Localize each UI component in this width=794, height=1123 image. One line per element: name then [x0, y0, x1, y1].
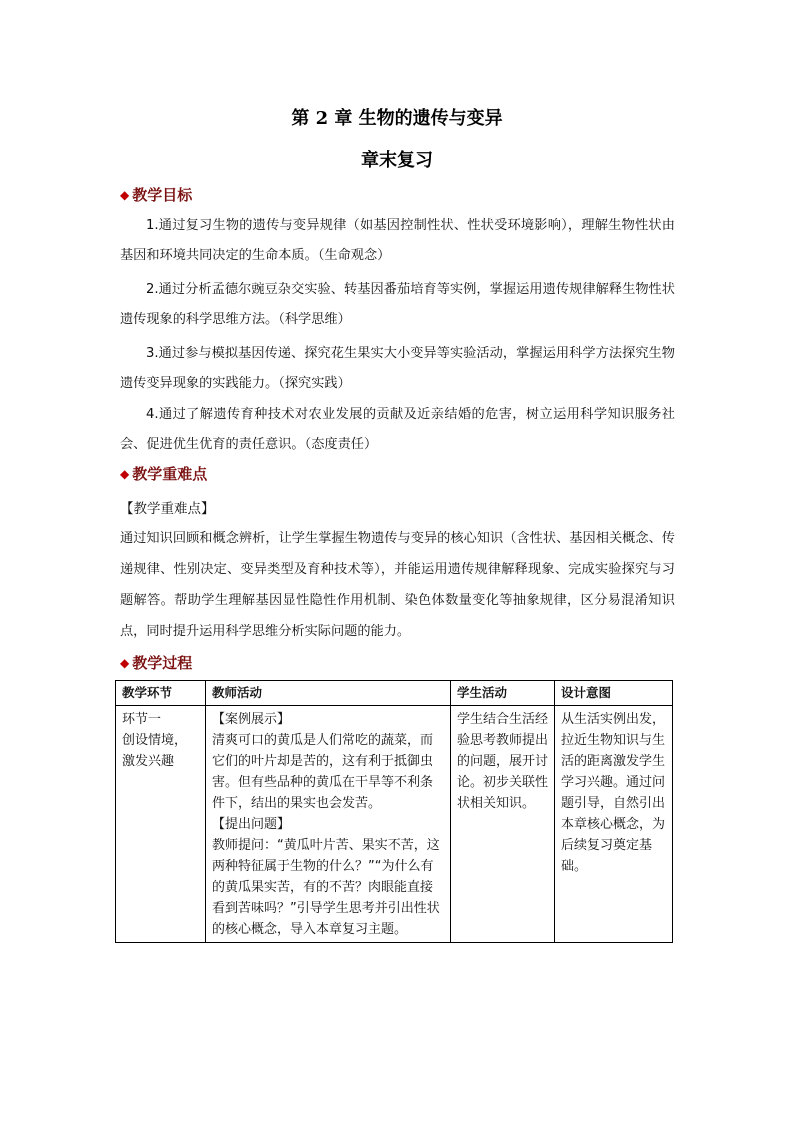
design-intent-cell: 从生活实例出发，拉近生物知识与生活的距离激发学生学习兴趣。通过问题引导，自然引出本章核心概念，为后续复习奠定基础。 — [555, 706, 673, 943]
column-header-stage: 教学环节 — [116, 681, 206, 706]
question-text: 教师提问：“黄瓜叶片苦、果实不苦，这两种特征属于生物的什么？”“为什么有的黄瓜果实苦，有的不苦？肉眼能直接看到苦味吗？”引导学生思考并引出性状的核心概念，导入本章复习主题。 — [212, 838, 440, 937]
table-row — [116, 706, 673, 943]
teacher-activity-cell — [206, 706, 451, 943]
column-header-intent: 设计意图 — [555, 681, 673, 706]
diamond-bullet-icon: ◆ — [120, 656, 130, 670]
chapter-title: 第 2 章 生物的遗传与变异 — [291, 108, 503, 129]
process-heading — [120, 652, 192, 673]
objective-item-3: 3.通过参与模拟基因传递、探究花生果实大小变异等实验活动，掌握运用科学方法探究生物遗传变异现象的实践能力。（探究实践） — [120, 346, 675, 391]
stage-line: 创设情境， — [122, 733, 188, 748]
key-points-heading — [120, 463, 207, 484]
table-header-row — [116, 681, 673, 706]
objectives-heading-text: 教学目标 — [132, 186, 193, 204]
diamond-bullet-icon: ◆ — [120, 467, 130, 481]
diamond-bullet-icon: ◆ — [120, 188, 130, 202]
stage-cell — [116, 706, 206, 943]
key-points-text: 通过知识回顾和概念辨析，让学生掌握生物遗传与变异的核心知识（含性状、基因相关概念、传递规律、性别决定、变异类型及育种技术等），并能运用遗传规律解释现象、完成实验探究与习题解答。帮助学生理解基因显性隐性作用机制、染色体数量变化等抽象规律，区分易混淆知识点，同时提升运用科学思维分析实际问题的能力。 — [120, 531, 675, 639]
case-label: 【案例展示】 — [212, 712, 291, 727]
case-text: 清爽可口的黄瓜是人们常吃的蔬菜，而它们的叶片却是苦的，这有利于抵御虫害。但有些品种的黄瓜在干旱等不利条件下，结出的果实也会发苦。 — [212, 733, 434, 811]
page-subtitle: 章末复习 — [361, 150, 433, 171]
key-points-heading-text: 教学重难点 — [132, 465, 208, 483]
objective-item-4: 4.通过了解遗传育种技术对农业发展的贡献及近亲结婚的危害，树立运用科学知识服务社会、促进优生优育的责任意识。（态度责任） — [120, 407, 675, 452]
process-heading-text: 教学过程 — [132, 654, 193, 672]
stage-line: 激发兴趣 — [122, 754, 175, 769]
stage-line: 环节一 — [122, 712, 162, 727]
student-activity-cell: 学生结合生活经验思考教师提出的问题，展开讨论。初步关联性状相关知识。 — [451, 706, 555, 943]
teaching-process-table — [115, 680, 673, 943]
objective-item-1: 1.通过复习生物的遗传与变异规律（如基因控制性状、性状受环境影响），理解生物性状由基因和环境共同决定的生命本质。（生命观念） — [120, 218, 675, 263]
column-header-teacher: 教师活动 — [206, 681, 451, 706]
question-label: 【提出问题】 — [212, 817, 291, 832]
objective-item-2: 2.通过分析孟德尔豌豆杂交实验、转基因番茄培育等实例，掌握运用遗传规律解释生物性状遗传现象的科学思维方法。（科学思维） — [120, 282, 675, 327]
objectives-heading — [120, 184, 192, 205]
key-points-label: 【教学重难点】 — [120, 501, 215, 517]
column-header-student: 学生活动 — [451, 681, 555, 706]
